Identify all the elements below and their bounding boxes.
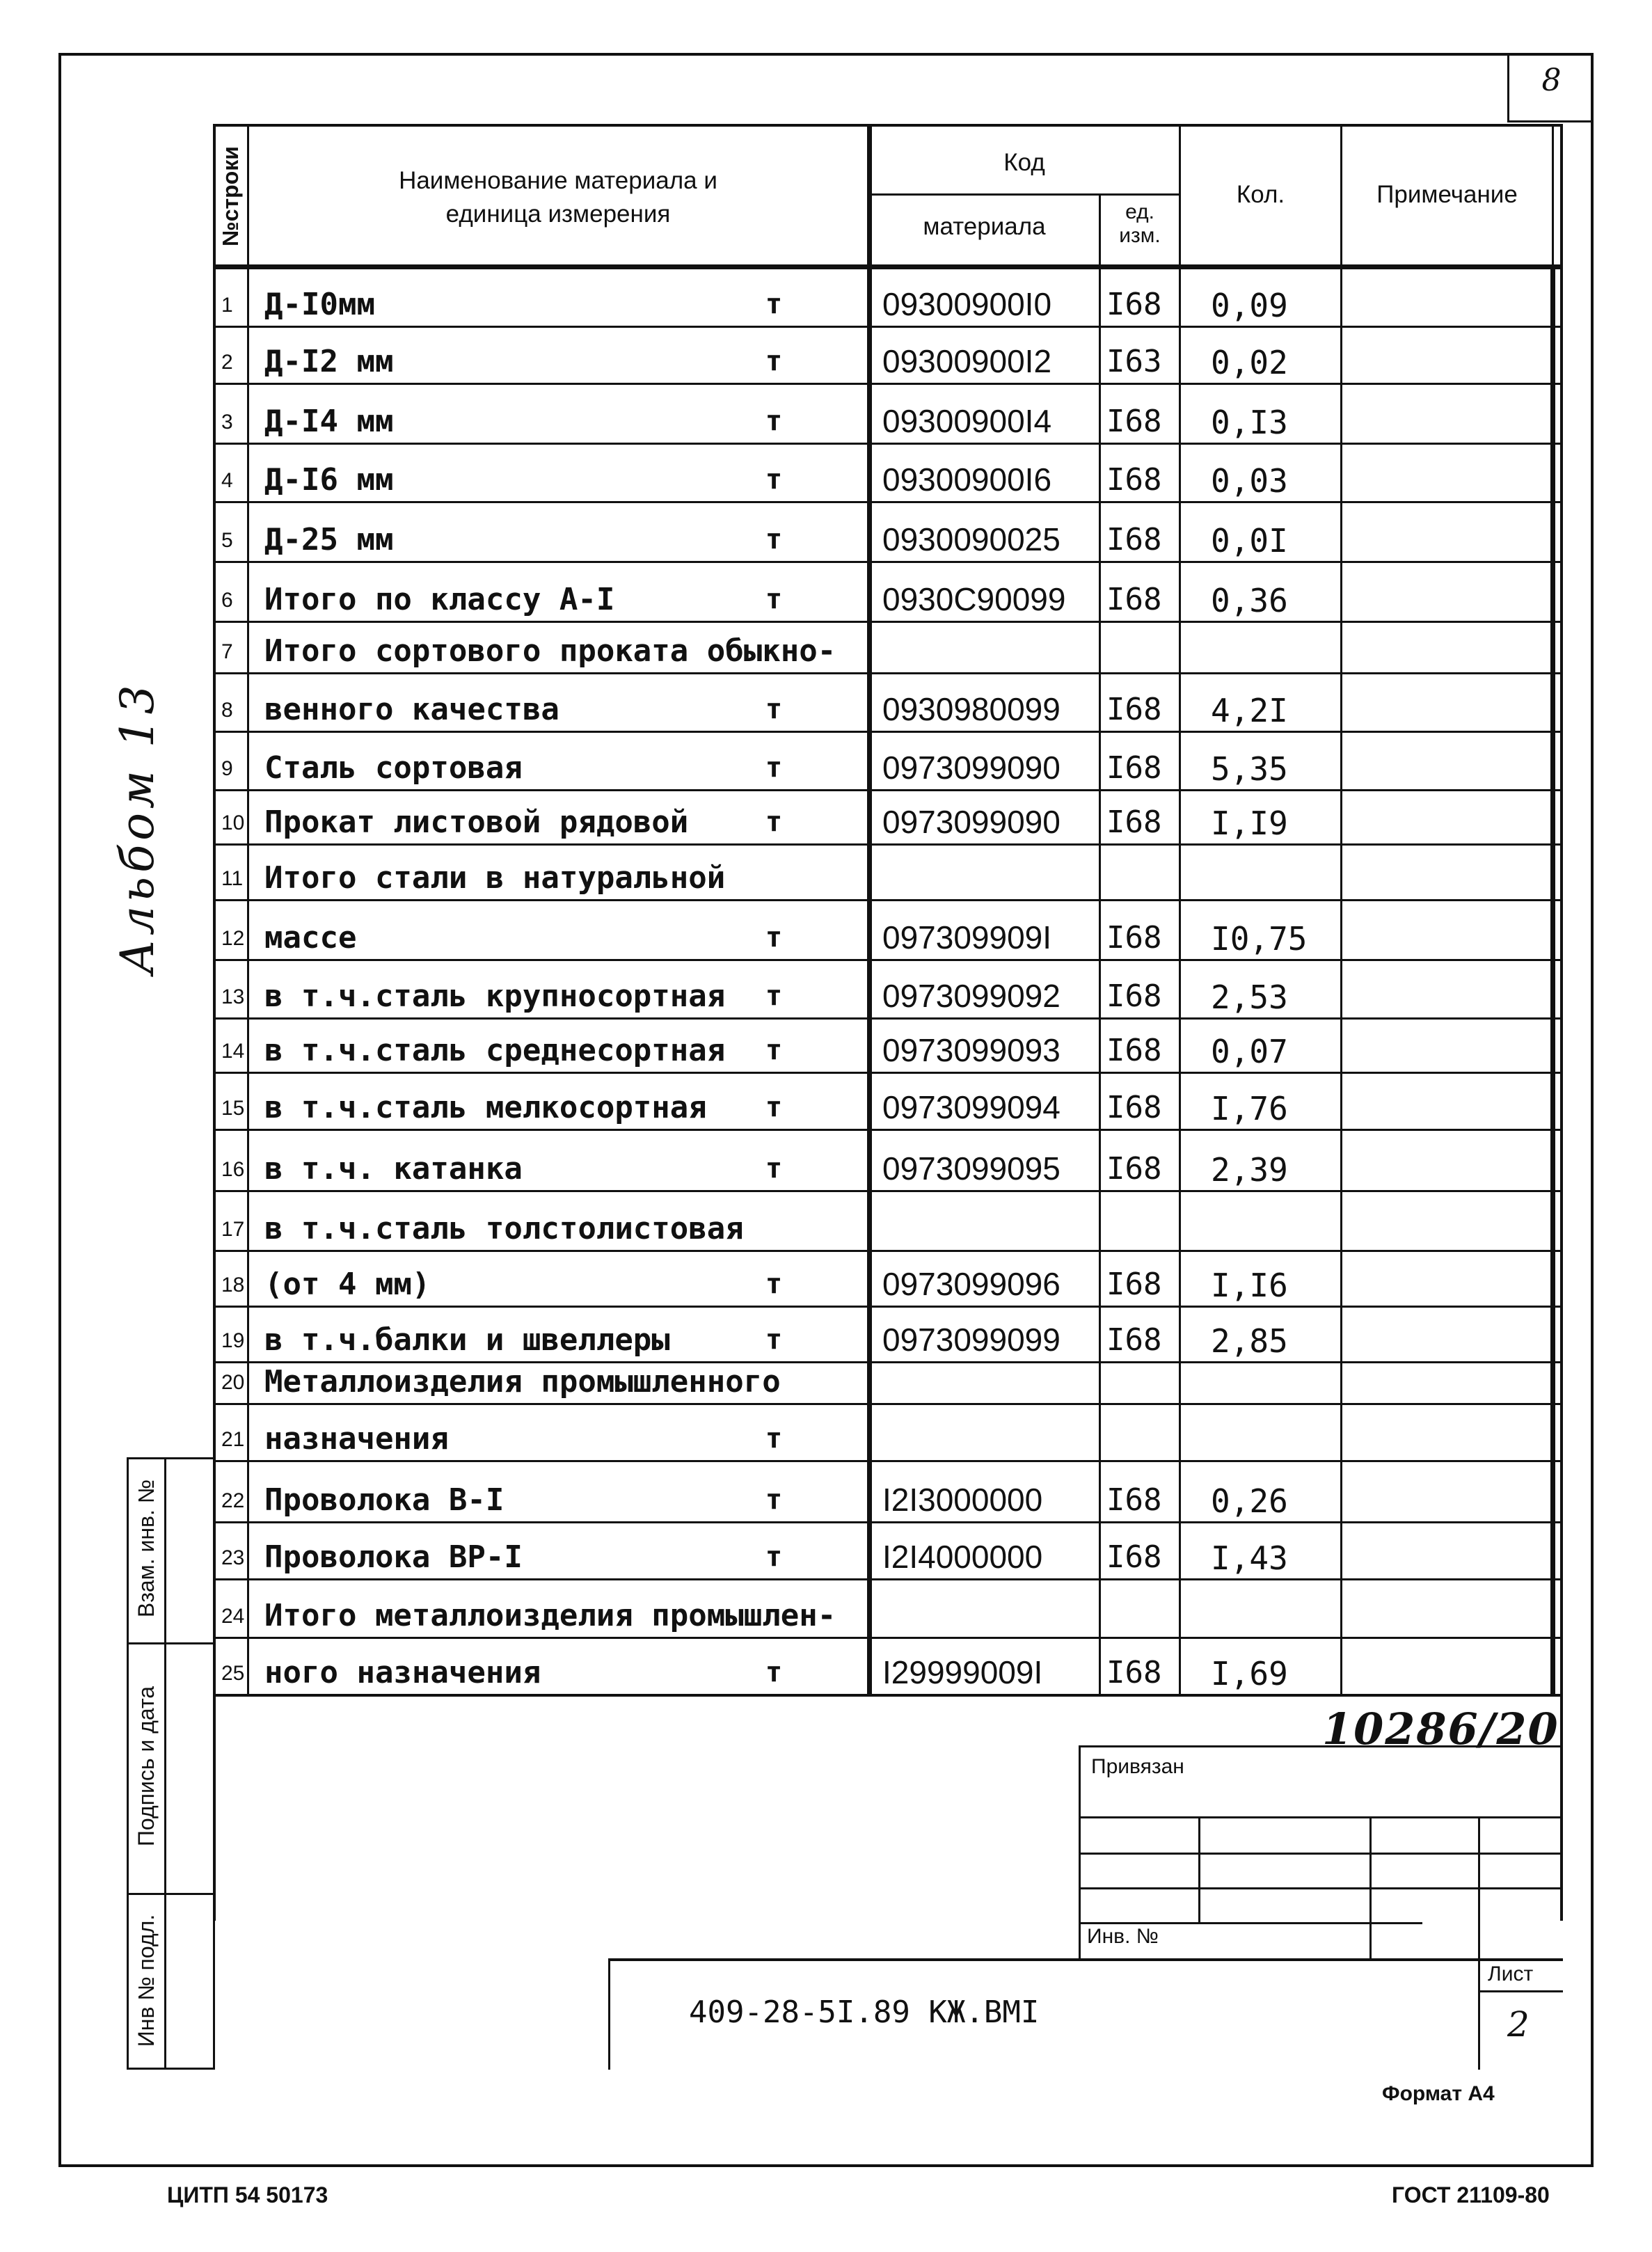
row-number: 23: [221, 1546, 245, 1569]
sheet-label: Лист: [1488, 1962, 1534, 1985]
row-number: 22: [221, 1489, 245, 1512]
footer-right: ГОСТ 21109-80: [1392, 2182, 1550, 2207]
footer-left: ЦИТП 54 50173: [167, 2182, 328, 2207]
material-name: в т.ч.балки и швеллеры: [264, 1322, 670, 1358]
unit: т: [765, 405, 783, 437]
unit: т: [765, 463, 783, 495]
unit-code: I68: [1106, 1482, 1162, 1518]
quantity: 0,I3: [1211, 404, 1288, 441]
material-name: в т.ч.сталь крупносортная: [264, 978, 726, 1014]
material-name: ного назначения: [264, 1655, 541, 1690]
quantity: I,76: [1211, 1090, 1288, 1127]
inv-no-label: Инв. №: [1087, 1925, 1159, 1948]
row-number: 7: [221, 640, 233, 663]
row-number: 3: [221, 411, 233, 434]
material-code: 0930090025: [882, 521, 1061, 557]
quantity: 0,0I: [1211, 522, 1288, 560]
unit-code: I68: [1106, 1151, 1162, 1187]
material-name: Прокат листовой рядовой: [264, 804, 689, 840]
row-number: 9: [221, 757, 233, 780]
unit: т: [765, 752, 783, 784]
quantity: I,69: [1211, 1655, 1288, 1692]
unit: т: [765, 345, 783, 377]
material-name: Д-I4 мм: [264, 404, 394, 439]
material-code: 0973099090: [882, 804, 1061, 840]
header-unit-code-2: изм.: [1119, 224, 1161, 247]
quantity: 0,07: [1211, 1033, 1288, 1070]
doc-code: 409-28-5I.89 КЖ.ВМI: [689, 1995, 1040, 2030]
material-code: 09300900I0: [882, 286, 1052, 322]
unit: т: [765, 1152, 783, 1184]
row-number: 19: [221, 1329, 245, 1352]
material-name: Итого стали в натуральной: [264, 860, 726, 896]
unit-code: I68: [1106, 1033, 1162, 1068]
material-name: в т.ч.сталь мелкосортная: [264, 1090, 707, 1125]
unit: т: [765, 1091, 783, 1123]
side-label-vzam: Взам. инв. №: [134, 1479, 159, 1618]
material-name: Д-I0мм: [264, 287, 375, 322]
header-name-line2: единица измерения: [445, 200, 671, 228]
unit: т: [765, 523, 783, 555]
unit: т: [765, 1268, 783, 1300]
unit-code: I68: [1106, 1539, 1162, 1575]
unit-code: I68: [1106, 404, 1162, 439]
row-number: 2: [221, 351, 233, 374]
material-name: Итого сортового проката обыкно-: [264, 633, 836, 669]
row-number: 8: [221, 699, 233, 722]
row-number: 25: [221, 1662, 245, 1685]
row-number: 14: [221, 1040, 245, 1063]
unit: т: [765, 1034, 783, 1066]
material-code: 0930C90099: [882, 581, 1066, 617]
row-number: 5: [221, 529, 233, 552]
quantity: 2,85: [1211, 1322, 1288, 1360]
quantity: 2,39: [1211, 1151, 1288, 1189]
unit-code: I68: [1106, 582, 1162, 617]
material-code: 0930980099: [882, 691, 1061, 727]
material-code: 0973099096: [882, 1266, 1061, 1302]
material-name: в т.ч.сталь толстолистовая: [264, 1211, 744, 1246]
material-name: Д-25 мм: [264, 522, 394, 557]
unit: т: [765, 1484, 783, 1516]
material-name: Д-I6 мм: [264, 462, 394, 498]
material-name: в т.ч.сталь среднесортная: [264, 1033, 726, 1068]
material-code: 0973099099: [882, 1322, 1061, 1358]
side-label-podpis: Подпись и дата: [134, 1686, 159, 1847]
privyazan-label: Привязан: [1091, 1755, 1184, 1778]
material-code: 097309909I: [882, 919, 1052, 955]
handwritten-number: 10286/20: [1322, 1704, 1559, 1754]
material-code: 09300900I6: [882, 461, 1052, 498]
unit-code: I68: [1106, 920, 1162, 955]
header-unit-code-1: ед.: [1125, 200, 1154, 223]
material-name: Д-I2 мм: [264, 344, 394, 379]
unit: т: [765, 921, 783, 953]
header-material: материала: [923, 213, 1046, 240]
material-name: массе: [264, 920, 357, 955]
material-name: Итого металлоизделия промышлен-: [264, 1598, 836, 1633]
row-number: 24: [221, 1605, 245, 1628]
unit-code: I68: [1106, 1322, 1162, 1358]
quantity: I,I6: [1211, 1267, 1288, 1304]
row-number: 12: [221, 927, 245, 950]
unit-code: I68: [1106, 462, 1162, 498]
unit-code: I68: [1106, 1655, 1162, 1690]
quantity: I0,75: [1211, 920, 1308, 958]
spec-table: [213, 124, 1563, 1921]
unit-code: I68: [1106, 692, 1162, 727]
material-code: I29999009I: [882, 1654, 1043, 1690]
page-number: 8: [1541, 63, 1562, 98]
row-number: 6: [221, 589, 233, 612]
material-code: 0973099094: [882, 1089, 1061, 1125]
row-number: 17: [221, 1218, 245, 1241]
row-number: 4: [221, 469, 233, 492]
unit: т: [765, 980, 783, 1012]
header-quantity: Кол.: [1236, 181, 1285, 208]
material-code: 0973099095: [882, 1150, 1061, 1187]
row-number: 20: [221, 1371, 245, 1394]
row-number: 11: [221, 867, 244, 890]
material-code: 0973099090: [882, 750, 1061, 786]
material-code: I2I4000000: [882, 1539, 1043, 1575]
quantity: I,43: [1211, 1539, 1288, 1577]
unit: т: [765, 806, 783, 838]
material-code: 0973099092: [882, 978, 1061, 1014]
material-name: Металлоизделия промышленного: [264, 1364, 781, 1399]
album-label: Альбом 13: [111, 681, 164, 974]
unit: т: [765, 1656, 783, 1688]
header-code: Код: [1003, 149, 1045, 176]
sheet-value: 2: [1507, 2004, 1530, 2045]
format-label: Формат А4: [1382, 2082, 1495, 2105]
material-name: Проволока В-I: [264, 1482, 505, 1518]
row-number: 21: [221, 1428, 245, 1451]
row-number: 1: [221, 294, 233, 317]
material-name: венного качества: [264, 692, 559, 727]
side-label-inv-podl: Инв № подл.: [134, 1914, 159, 2047]
quantity: 0,09: [1211, 287, 1288, 324]
material-name: назначения: [264, 1421, 449, 1457]
quantity: 0,02: [1211, 344, 1288, 381]
unit: т: [765, 288, 783, 320]
row-number: 13: [221, 985, 245, 1008]
unit: т: [765, 1422, 783, 1454]
unit: т: [765, 583, 783, 615]
unit-code: I63: [1106, 344, 1162, 379]
quantity: 5,35: [1211, 750, 1288, 788]
unit-code: I68: [1106, 522, 1162, 557]
material-name: Итого по классу А-I: [264, 582, 615, 617]
material-code: 0973099093: [882, 1032, 1061, 1068]
material-name: (от 4 мм): [264, 1267, 431, 1302]
material-code: 09300900I2: [882, 343, 1052, 379]
unit-code: I68: [1106, 750, 1162, 786]
row-number: 18: [221, 1274, 245, 1297]
material-name: Проволока ВР-I: [264, 1539, 523, 1575]
unit-code: I68: [1106, 978, 1162, 1014]
quantity: 0,03: [1211, 462, 1288, 500]
quantity: 0,26: [1211, 1482, 1288, 1520]
quantity: 4,2I: [1211, 692, 1288, 729]
row-number: 15: [221, 1097, 245, 1120]
header-note: Примечание: [1376, 181, 1518, 208]
row-number: 16: [221, 1158, 245, 1181]
material-code: 09300900I4: [882, 403, 1052, 439]
unit-code: I68: [1106, 1267, 1162, 1302]
material-name: в т.ч. катанка: [264, 1151, 523, 1187]
page-number-box: [1507, 53, 1594, 122]
quantity: I,I9: [1211, 804, 1288, 842]
unit: т: [765, 1541, 783, 1573]
header-name-line1: Наименование материала и: [399, 167, 717, 194]
quantity: 0,36: [1211, 582, 1288, 619]
unit: т: [765, 1324, 783, 1356]
material-name: Сталь сортовая: [264, 750, 523, 786]
unit-code: I68: [1106, 1090, 1162, 1125]
unit-code: I68: [1106, 804, 1162, 840]
header-row-number: №строки: [218, 146, 243, 246]
unit-code: I68: [1106, 287, 1162, 322]
quantity: 2,53: [1211, 978, 1288, 1016]
material-code: I2I3000000: [882, 1482, 1043, 1518]
unit: т: [765, 693, 783, 725]
row-number: 10: [221, 811, 245, 834]
